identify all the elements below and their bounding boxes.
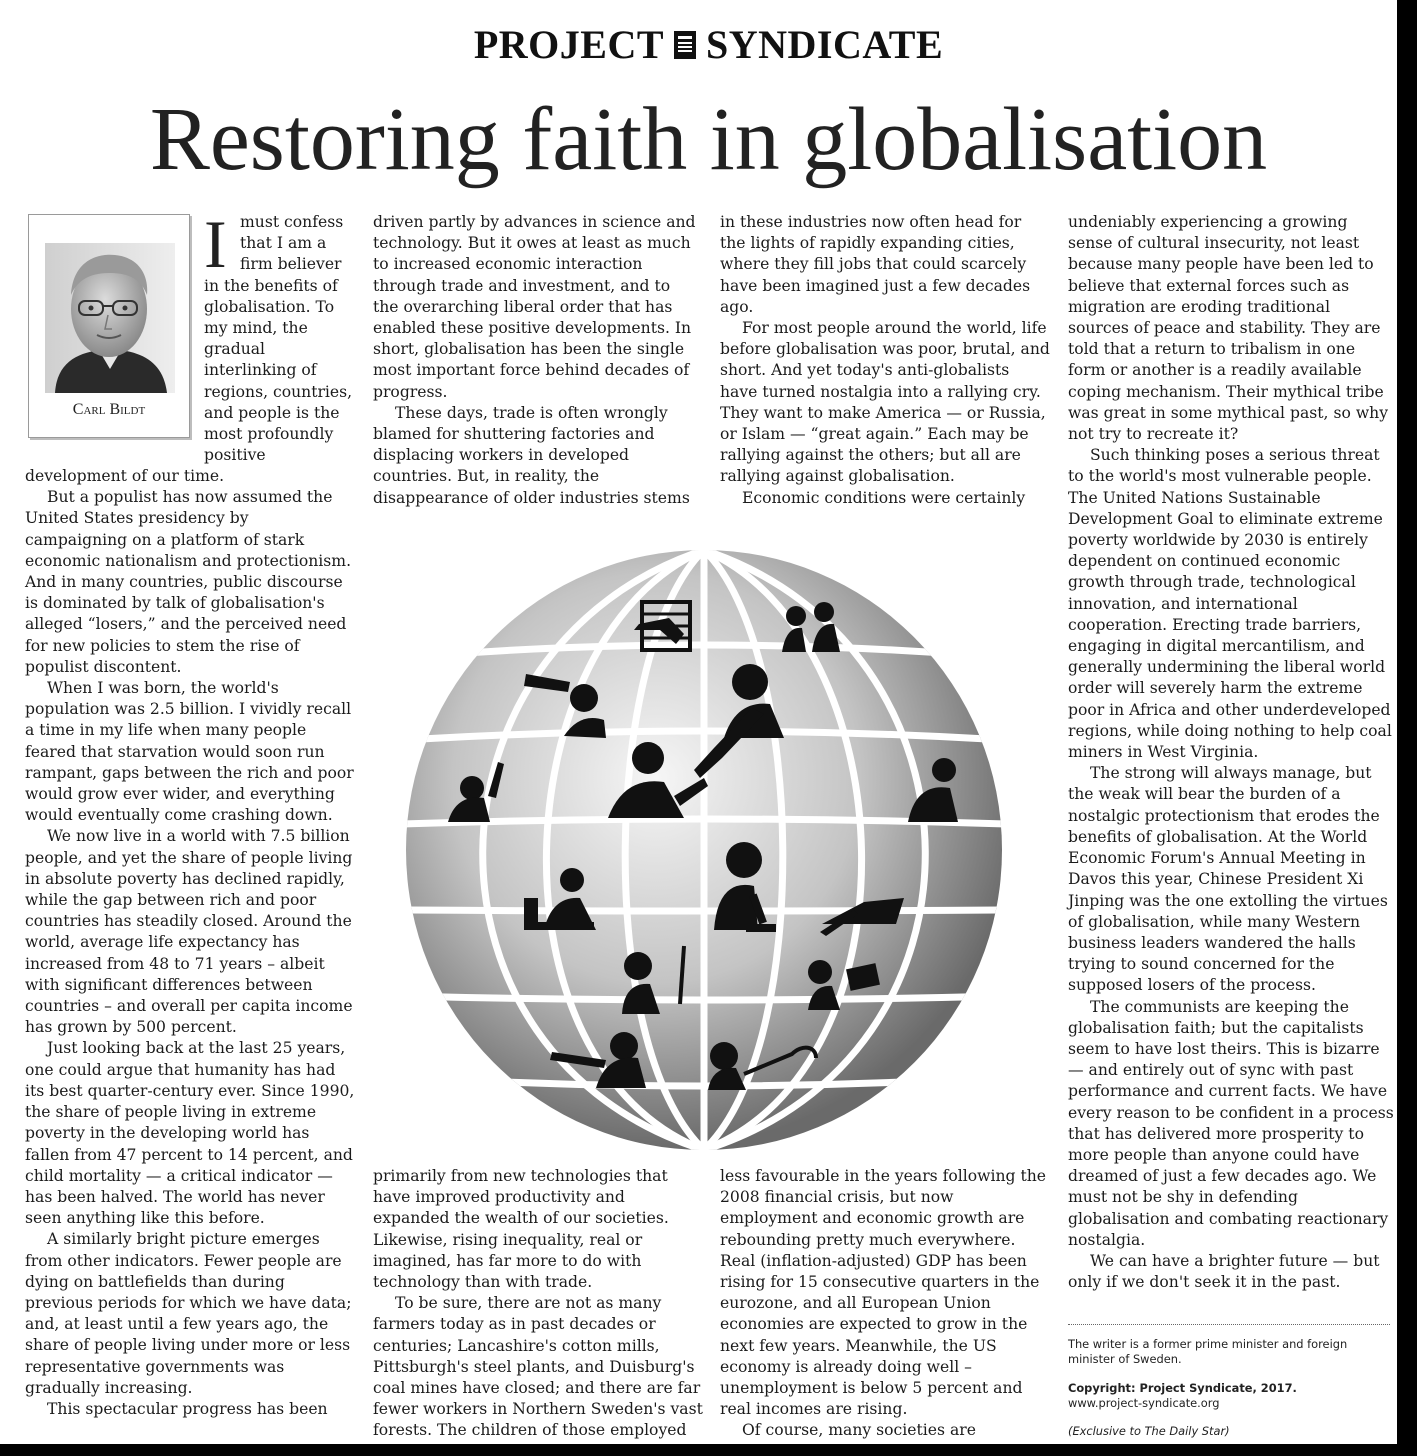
wrap-line: that I am a [240,234,327,253]
wrap-line: in the benefits of [204,276,338,295]
paragraph: The strong will always manage, but the weak will bear the burden of a nostalgic protectionism that erodes the benefits of globalisation. At the World Economic Forum's Annual Meeting in Davos this year, Chinese President Xi Jinping was the one extolling the virtues of globalisation, while many Western business leaders wandered the halls trying to sound concerned for the supposed losers of the process. [1068,764,1388,995]
copyright [1068,1381,1386,1396]
paragraph: The communists are keeping the globalisation faith; but the capitalists seem to have lost theirs. This is bizarre — and entirely out of sync with past performance and current facts. We have every reason to be confident in a process that has delivered more prosperity to more people than anyone could have dreamed of just a few decades ago. We must not be shy in defending globalisation and combating reactionary nostalgia. [1068,997,1394,1249]
paragraph: Just looking back at the last 25 years, one could argue that humanity has had its best quarter-century ever. Since 1990, the share of people living in extreme poverty in the developing world has fallen from 47 percent to 14 percent, and child mortality — a critical indicator — has been halved. The world has never seen anything like this before. [25,1039,355,1228]
wrap-line: most profoundly [204,425,334,444]
paragraph: primarily from new technologies that have improved productivity and expanded the wealth of our societies. Likewise, rising inequality, real or imagined, has far more to do with technology than with trade. [373,1167,669,1292]
wrap-line: my mind, the [204,319,308,337]
wrap-line: must confess [240,213,344,231]
wrap-line: positive [204,446,266,465]
paragraph: When I was born, the world's population was 2.5 billion. I vividly recall a time in my life when many people feared that starvation would soon run rampant, gaps between the rich and poor would grow ever wider, and everything would eventually come crashing down. [25,679,354,825]
newspaper-icon [674,31,696,59]
paragraph: undeniably experiencing a growing sense of cultural insecurity, not least because many people have been led to believe that external forces such as migration are eroding traditional sources of peace and stability. They are told that a return to tribalism in one form or another is a readily available coping mechanism. Their mythical tribe was great in some mythical past, so why not try to recreate it? [1068,213,1389,444]
paragraph: Such thinking poses a serious threat to the world's most vulnerable people. The United Nations Sustainable Development Goal to eliminate extreme poverty worldwide by 2030 is entirely dependent on continued economic growth through trade, technological innovation, and international cooperation. Erecting trade barriers, engaging in digital mercantilism, and generally undermining the liberal world order will severely harm the extreme poor in Africa and other underdeveloped regions, while doing nothing to help coal miners in West Virginia. [1068,446,1392,762]
footer-divider [1068,1324,1390,1325]
author-caption: Carl Bildt [72,401,146,418]
paragraph: Economic conditions were certainly [742,488,1026,507]
paragraph: To be sure, there are not as many farmers today as in past decades or centuries; Lancashire's cotton mills, Pittsburgh's steel plants, and Duisburg's coal mines have closed; and there are far fewer workers in Northern Sweden's vast forests. The children of those employed [373,1294,703,1440]
column-2-top [373,212,698,509]
paragraph: development of our time. [25,467,225,485]
column-3-top [720,212,1050,509]
paragraph: in these industries now often head for the lights of rapidly expanding cities, where they fill jobs that could scarcely have been imagined just a few decades ago. [720,213,1031,316]
author-photo [45,243,175,393]
paragraph: less favourable in the years following the 2008 financial crisis, but now employment and economic growth are rebounding pretty much everywhere. Real (inflation-adjusted) GDP has been rising for 15 consecutive quarters in the eurozone, and all European Union economies are expected to grow in the next few years. Meanwhile, the US economy is already doing well – unemployment is below 5 percent and real incomes are rising. [720,1167,1046,1419]
paragraph: driven partly by advances in science and technology. But it owes at least as much to increased economic interaction through trade and investment, and to the overarching liberal order that has enabled these positive developments. In short, globalisation has been the single most important force behind decades of progress. [373,213,696,401]
copyright-text: Copyright: Project Syndicate, 2017. [1068,1381,1297,1395]
wrap-line: regions, countries, [204,382,353,401]
paragraph: We now live in a world with 7.5 billion people, and yet the share of people living in absolute poverty has declined rapidly, while the gap between rich and poor countries has steadily closed. Around the world, average life expectancy has increased from 48 to 71 years – albeit with significant differences between countries – and overall per capita income has grown by 500 percent. [25,827,353,1037]
exclusive-text: (Exclusive to The Daily Star) [1068,1424,1230,1438]
wrap-line: globalisation. To [204,297,335,316]
author-portrait-box [28,214,190,438]
masthead-right: SYNDICATE [706,22,944,67]
headline: Restoring faith in globalisation [149,90,1268,189]
paragraph: We can have a brighter future — but only if we don't seek it in the past. [1068,1251,1380,1292]
paragraph: These days, trade is often wrongly blamed for shuttering factories and displacing workers in developed countries. But, in reality, the disappearance of older industries stems [373,403,690,507]
page-edge-right [1397,0,1417,1456]
paragraph: For most people around the world, life before globalisation was poor, brutal, and short. And yet today's anti-globalists have turned nostalgia into a rallying cry. They want to make America — or Russia, or Islam — “great again.” Each may be rallying against the others; but all are rallying against globalisation. [720,319,1050,486]
column-1-wrap-lower [204,276,369,467]
paragraph: Of course, many societies are [742,1421,976,1440]
paragraph: But a populist has now assumed the United States presidency by campaigning on a platform of stark economic nationalism and protectionism. And in many countries, public discourse is dominated by talk of globalisation's alleged “losers,” and the perceived need for new policies to stem the rise of populist discontent. [25,488,352,676]
column-3-bottom [720,1166,1052,1442]
paragraph: A similarly bright picture emerges from other indicators. Fewer people are dying on battlefields than during previous periods for which we have data; and, at least until a few years ago, the share of people living under more or less representative governments was gradually increasing. [25,1230,352,1397]
globe-illustration [384,526,1024,1158]
wrap-line: interlinking of [204,361,317,380]
column-4 [1068,212,1394,1293]
exclusive-note [1068,1424,1386,1439]
masthead [0,22,1417,68]
wrap-line: firm believer [240,255,342,274]
masthead-left: PROJECT [473,22,665,67]
author-bio: The writer is a former prime minister and foreign minister of Sweden. [1068,1337,1348,1366]
source-url: www.project-syndicate.org [1068,1396,1220,1410]
wrap-line: and people is the [204,403,340,422]
drop-cap: I [204,206,227,282]
paragraph: This spectacular progress has been [47,1399,328,1418]
wrap-line: gradual [204,340,266,359]
column-2-bottom [373,1166,703,1442]
column-1 [25,466,355,1420]
column-1-wrap [240,212,360,276]
page-edge-bottom [0,1444,1417,1456]
